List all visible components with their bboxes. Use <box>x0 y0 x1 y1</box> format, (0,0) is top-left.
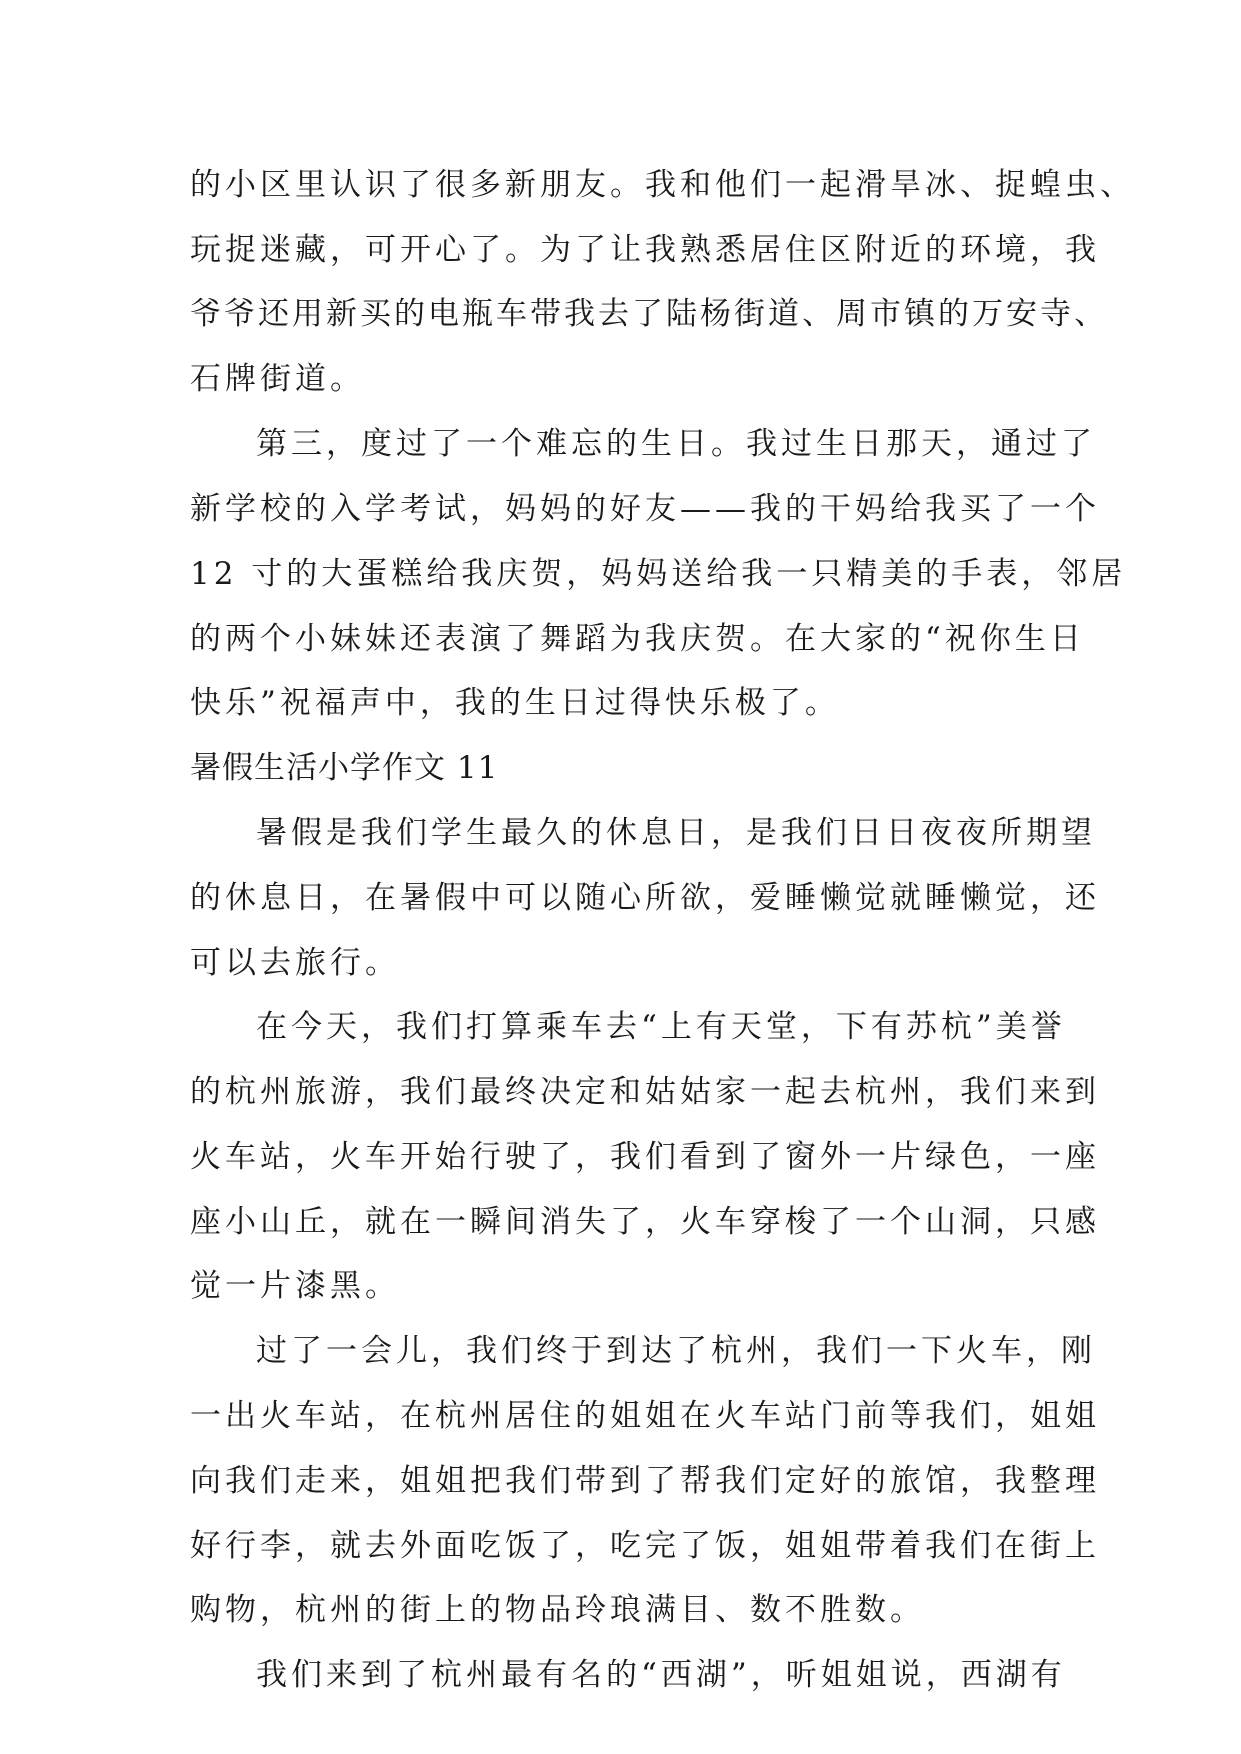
paragraph-first-line: 第三，度过了一个难忘的生日。我过生日那天，通过了 <box>256 426 1096 462</box>
text-line: 购物，杭州的街上的物品玲琅满目、数不胜数。 <box>190 1592 925 1628</box>
paragraph-first-line: 我们来到了杭州最有名的“西湖”，听姐姐说，西湖有 <box>256 1657 1066 1693</box>
text-line: 的杭州旅游，我们最终决定和姑姑家一起去杭州，我们来到 <box>190 1074 1100 1110</box>
text-line: 的两个小妹妹还表演了舞蹈为我庆贺。在大家的“祝你生日 <box>190 621 1085 657</box>
text-line: 一出火车站，在杭州居住的姐姐在火车站门前等我们，姐姐 <box>190 1398 1100 1434</box>
text-line: 可以去旅行。 <box>190 945 400 981</box>
text-line: 火车站，火车开始行驶了，我们看到了窗外一片绿色，一座 <box>190 1139 1100 1175</box>
text-line: 新学校的入学考试，妈妈的好友——我的干妈给我买了一个 <box>190 491 1100 527</box>
paragraph-first-line: 暑假是我们学生最久的休息日，是我们日日夜夜所期望 <box>256 815 1096 851</box>
text-line: 的休息日，在暑假中可以随心所欲，爱睡懒觉就睡懒觉，还 <box>190 880 1100 916</box>
paragraph-first-line: 在今天，我们打算乘车去“上有天堂，下有苏杭”美誉 <box>256 1009 1066 1045</box>
text-line: 座小山丘，就在一瞬间消失了，火车穿梭了一个山洞，只感 <box>190 1204 1100 1240</box>
section-heading: 暑假生活小学作文 11 <box>190 750 499 786</box>
paragraph-first-line: 过了一会儿，我们终于到达了杭州，我们一下火车，刚 <box>256 1333 1096 1369</box>
text-line: 石牌街道。 <box>190 361 365 397</box>
text-line: 向我们走来，姐姐把我们带到了帮我们定好的旅馆，我整理 <box>190 1463 1100 1499</box>
text-line: 玩捉迷藏，可开心了。为了让我熟悉居住区附近的环境，我 <box>190 232 1100 268</box>
text-line: 好行李，就去外面吃饭了，吃完了饭，姐姐带着我们在街上 <box>190 1528 1100 1564</box>
text-line: 的小区里认识了很多新朋友。我和他们一起滑旱冰、捉蝗虫、 <box>190 167 1135 203</box>
text-line: 爷爷还用新买的电瓶车带我去了陆杨街道、周市镇的万安寺、 <box>190 296 1108 332</box>
text-line: 觉一片漆黑。 <box>190 1268 400 1304</box>
text-line: 12 寸的大蛋糕给我庆贺，妈妈送给我一只精美的手表，邻居 <box>190 556 1127 592</box>
text-line: 快乐”祝福声中，我的生日过得快乐极了。 <box>190 685 840 721</box>
